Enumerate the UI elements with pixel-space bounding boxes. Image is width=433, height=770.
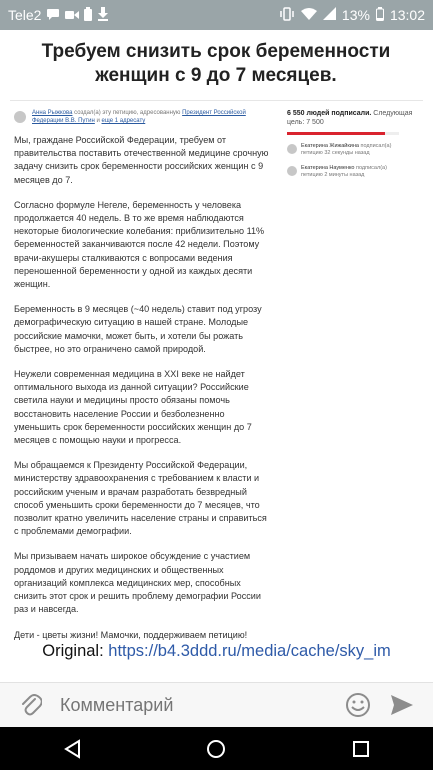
original-link[interactable]: https://b4.3ddd.ru/media/cache/sky_im — [108, 642, 391, 660]
signal-icon — [323, 7, 336, 23]
recents-icon[interactable] — [341, 729, 381, 769]
original-label: Original: — [42, 642, 109, 660]
paragraph: Беременность в 9 месяцев (~40 недель) ставит под угрозу демографическую ситуацию в нашей стране. Молодые российские мамочки, может быть, и хотели бы рожать быстрее, но это ограничено самой природой. — [14, 304, 262, 354]
signature-progress-fill — [287, 132, 385, 135]
signer-action: подписал(а) — [358, 143, 392, 149]
signer-name: Екатерина Науменко — [301, 165, 355, 171]
petition-title: Требуем снизить срок беременности женщин с 9 до 7 месяцев. — [41, 41, 391, 86]
addressee-more-link[interactable]: еще 1 адресату — [101, 118, 146, 124]
battery-percent: 13% — [341, 7, 370, 23]
status-bar — [0, 0, 433, 30]
carrier-label: Tele2 — [8, 7, 42, 23]
signer-avatar — [287, 144, 297, 154]
author-action: создал(а) эту петицию, адресованную — [72, 110, 183, 116]
clock: 13:02 — [389, 7, 425, 23]
author-link[interactable]: Анна Рыжкова — [32, 110, 73, 116]
author-avatar — [14, 111, 26, 123]
paragraph: Мы обращаемся к Президенту Российской Федерации, министерству здравоохранения с требованием к власти и российским ученым и врачам разработать безвредный способ уменьшить сроки беременности до 7 месяцев, что позволит кратно увеличить население страны и справиться с проблемами демографии. — [14, 460, 267, 537]
signer-time: петицию 32 секунды назад — [301, 150, 370, 156]
signature-total: 6 550 людей подписали. — [287, 110, 372, 117]
author-text: Анна Рыжкова создал(а) эту петицию, адресованную Президент Российской Федерации В.В. Путин и еще 1 адресату — [32, 110, 246, 124]
signer-time: петицию 2 минуты назад — [301, 172, 365, 178]
signer-avatar — [287, 166, 297, 176]
recent-signer — [287, 143, 422, 157]
recent-signer — [287, 165, 422, 179]
battery-alert-icon — [84, 7, 92, 24]
paragraph: Согласно формуле Негеле, беременность у человека продолжается 40 недель. В то же время наблюдаются некоторые биологические колебания: приблизительно 11% беременностей заканчиваются после 42 недели. Поэтому врачи-акушеры сталкиваются с вопросами ведения переношенной беременности у одной из каждых десяти женщин. — [14, 199, 265, 290]
system-nav-bar — [0, 727, 433, 770]
petition-body — [14, 134, 270, 654]
messages-icon — [46, 7, 60, 23]
signer-action: подписал(а) — [354, 165, 387, 171]
signer-name: Екатерина Жижайкина — [301, 143, 359, 149]
attach-icon[interactable] — [16, 690, 46, 720]
next-goal: Следующая цель: 7 500 — [287, 110, 413, 126]
emoji-icon[interactable] — [343, 690, 373, 720]
battery-icon — [376, 7, 384, 24]
video-icon — [65, 7, 79, 23]
author-line — [14, 109, 262, 125]
back-icon[interactable] — [52, 729, 92, 769]
vibrate-icon — [279, 7, 295, 24]
paragraph: Дети - цветы жизни! Мамочки, поддерживаем петицию! — [14, 629, 248, 640]
send-icon[interactable] — [387, 690, 417, 720]
download-icon — [97, 7, 109, 24]
signature-count — [287, 109, 422, 127]
divider — [10, 100, 423, 101]
paragraph: Мы призываем начать широкое обсуждение с участием роддомов и других медицинских и общественных организаций комплекса медицинских мер, способных снизить этот срок и решить проблему демографии России раз и навсегда. — [14, 551, 261, 615]
signature-panel — [287, 109, 422, 179]
wifi-icon — [301, 7, 317, 23]
paragraph: Мы, граждане Российской Федерации, требуем от правительства поставить отечественной медицине срочную задачу снизить срок беременности российских женщин с 9 месяцев до 7. — [14, 135, 269, 185]
home-icon[interactable] — [196, 729, 236, 769]
addressee-link[interactable]: Президент Российской Федерации В.В. Путин — [32, 110, 246, 124]
comment-input[interactable] — [58, 694, 343, 717]
signature-progress-bar — [287, 132, 399, 135]
petition-page — [0, 30, 433, 682]
comment-composer — [0, 682, 433, 727]
paragraph: Неужели современная медицина в XXI веке не найдет оптимального выхода из данной ситуации? Российские светила науки и медицины просто обязаны помочь восстановить население России и безболезненно уменьшить срок беременности российских женщин до 7 месяцев с помощью науки и прогресса. — [14, 369, 252, 446]
original-source — [0, 642, 433, 661]
